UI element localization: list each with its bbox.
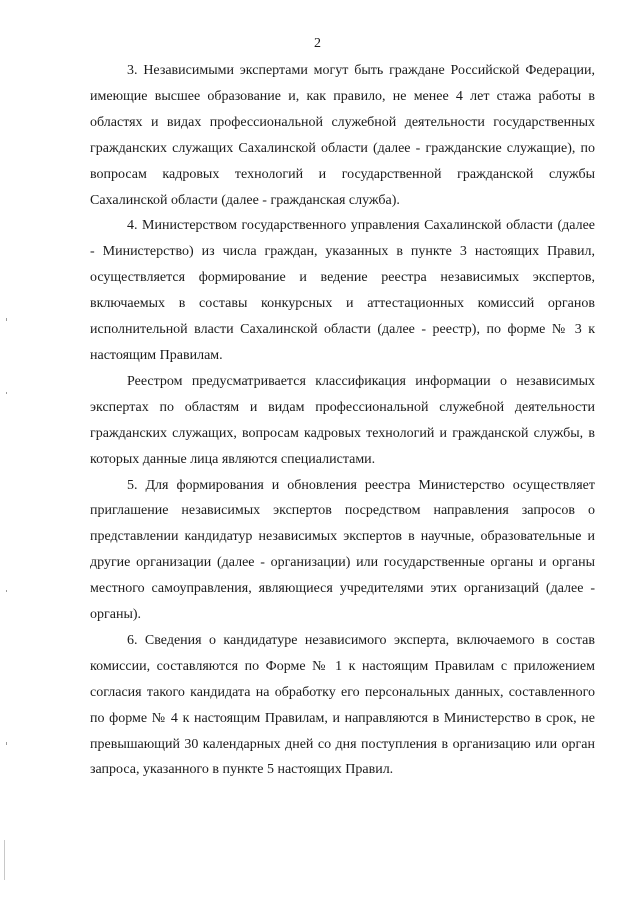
paragraph-5: 5. Для формирования и обновления реестра Министерство осуществляет приглашение независимых экспертов посредством направления запросов о представлении кандидатур независимых экспертов в научные, образовательные и другие организации (далее - организации) или государственные органы и органы местного самоуправления, являющиеся учредителями этих организаций (далее - органы). [90,477,595,623]
paragraph-4: 4. Министерством государственного управления Сахалинской области (далее - Министерство) из числа граждан, указанных в пункте 3 настоящих Правил, осуществляется формирование и ведение реестра независимых экспертов, включаемых в составы конкурсных и аттестационных комиссий органов исполнительной власти Сахалинской области (далее - реестр), по форме № 3 к настоящим Правилам. [90,218,595,363]
scan-mark [6,392,7,394]
scan-mark [6,590,7,592]
paragraph-3: 3. Независимыми экспертами могут быть граждане Российской Федерации, имеющие высшее образование и, как правило, не менее 4 лет стажа работы в областях и видах профессиональной служебной деятельности государственных гражданских служащих Сахалинской области (далее - гражданские служащие), по вопросам кадровых технологий и государственной гражданской службы Сахалинской области (далее - гражданская служба). [90,63,595,208]
paragraph-registry-classification: Реестром предусматривается классификация информации о независимых экспертах по областям и видам профессиональной служебной деятельности гражданских служащих, вопросам кадровых технологий и гражданской службы, в которых данные лица являются специалистами. [90,373,595,467]
scan-mark [6,742,7,745]
scan-mark [6,318,7,321]
scan-mark [4,840,5,880]
document-body [90,58,595,783]
page-number: 2 [314,36,321,51]
paragraph-6: 6. Сведения о кандидатуре независимого эксперта, включаемого в состав комиссии, составляются по Форме № 1 к настоящим Правилам с приложением согласия такого кандидата на обработку его персональных данных, составленного по форме № 4 к настоящим Правилам, и направляются в Министерство в срок, не превышающий 30 календарных дней со дня поступления в организацию или орган запроса, указанного в пункте 5 настоящих Правил. [90,632,595,778]
